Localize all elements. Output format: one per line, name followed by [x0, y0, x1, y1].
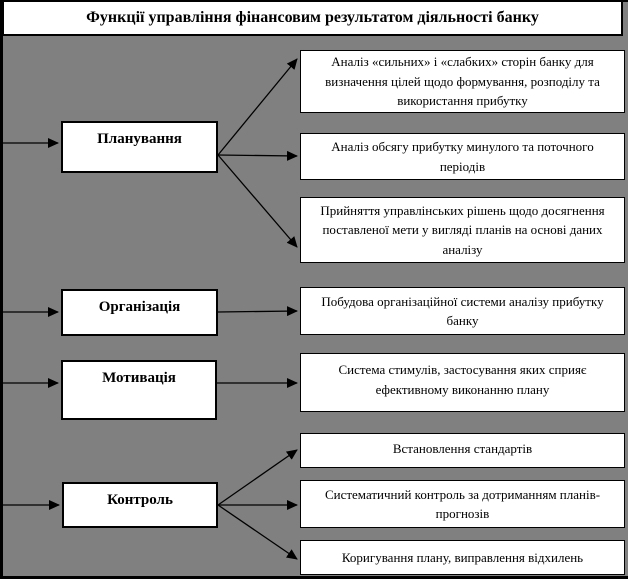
- output-text: Аналіз обсягу прибутку минулого та поточного періодів: [331, 139, 594, 174]
- function-box-motivation: [61, 360, 217, 420]
- output-box-planning-1: [300, 50, 625, 113]
- output-text: Система стимулів, застосування яких сприяє ефективному виконанню плану: [338, 362, 587, 397]
- output-box-planning-3: [300, 197, 625, 263]
- output-text: Побудова організаційної системи аналізу прибутку банку: [321, 293, 604, 328]
- function-label-organization: Організація: [98, 299, 181, 315]
- function-label-control: Контроль: [107, 492, 173, 508]
- diagram-title: [2, 0, 623, 36]
- output-box-organization-1: [300, 287, 625, 335]
- function-box-control: [62, 482, 218, 528]
- output-box-motivation-1: [300, 353, 625, 412]
- arrow-control-to-output-3: [218, 505, 297, 559]
- function-label-motivation: Мотивація: [102, 370, 176, 386]
- output-box-control-2: [300, 480, 625, 528]
- output-text: Прийняття управлінських рішень щодо досягнення поставленої мети у вигляді планів на основі даних аналізу: [320, 202, 605, 257]
- function-label-planning: Планування: [97, 131, 182, 147]
- arrow-planning-to-output-3: [218, 155, 297, 247]
- output-box-planning-2: [300, 133, 625, 180]
- output-text: Встановлення стандартів: [392, 441, 533, 456]
- arrow-control-to-output-1: [218, 450, 297, 505]
- arrow-planning-to-output-1: [218, 59, 297, 155]
- function-box-planning: [61, 121, 218, 173]
- output-text: Аналіз «сильних» і «слабких» сторін банку для визначення цілей щодо формування, розподілу та використання прибутку: [325, 54, 600, 109]
- output-text: Коригування плану, виправлення відхилень: [341, 549, 584, 565]
- function-box-organization: [61, 289, 218, 336]
- arrow-planning-to-output-2: [218, 155, 297, 156]
- output-text: Систематичний контроль за дотриманням планів-прогнозів: [324, 486, 601, 521]
- diagram-title-text: Функції управління фінансовим результатом діяльності банку: [86, 9, 539, 26]
- arrow-organization-to-output: [218, 311, 297, 312]
- output-box-control-3: [300, 540, 625, 575]
- output-box-control-1: [300, 433, 625, 468]
